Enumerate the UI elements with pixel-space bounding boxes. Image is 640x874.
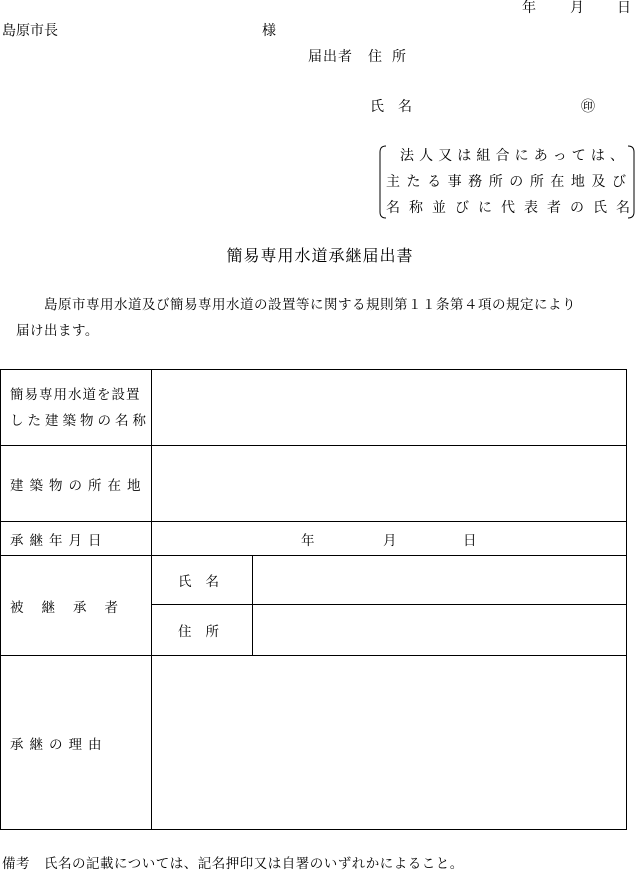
remark-note: 備考 氏名の記載については、記名押印又は自署のいずれかによること。 — [2, 856, 464, 872]
succession-form-table — [0, 369, 627, 830]
submission-date — [0, 1, 632, 15]
corporate-note-line-1: 法人又は組合にあっては、 — [400, 148, 624, 164]
table-row — [1, 556, 627, 605]
notifier-label: 届出者 — [308, 49, 353, 65]
building-name-field[interactable] — [152, 370, 627, 446]
corporate-note — [378, 144, 636, 220]
table-row — [1, 522, 627, 556]
predecessor-label: 被継承者 — [1, 556, 152, 656]
succession-date-field[interactable] — [152, 522, 627, 556]
predecessor-address-field[interactable] — [253, 605, 627, 656]
reason-label: 承継の理由 — [1, 656, 152, 830]
predecessor-name-label: 氏名 — [152, 556, 253, 605]
reason-field[interactable] — [152, 656, 627, 830]
addressee: 島原市長 — [2, 23, 58, 39]
corporate-note-line-3: 名称並びに代表者の氏名 — [386, 200, 630, 216]
document-title: 簡易専用水道承継届出書 — [226, 246, 414, 265]
notifier-name-label: 氏名 — [370, 99, 426, 115]
corporate-note-line-2: 主たる事務所の所在地及び — [386, 174, 626, 190]
date-year-label: 年 — [301, 532, 315, 549]
building-location-field[interactable] — [152, 446, 627, 522]
table-row — [1, 656, 627, 830]
table-row — [1, 446, 627, 522]
day-label: 日 — [617, 0, 631, 16]
month-label: 月 — [570, 0, 584, 16]
date-month-label: 月 — [383, 532, 397, 549]
date-day-label: 日 — [463, 532, 477, 549]
body-text-line-2: 届け出ます。 — [16, 323, 99, 339]
building-name-label-line-2: した建築物の名称 — [10, 412, 150, 429]
year-label: 年 — [522, 0, 536, 16]
table-row — [1, 370, 627, 446]
succession-date-label: 承継年月日 — [1, 522, 152, 556]
seal-mark-icon: ㊞ — [581, 99, 595, 115]
notifier-address-label: 住所 — [368, 49, 416, 65]
building-name-label-line-1: 簡易専用水道を設置 — [10, 386, 141, 403]
body-text-line-1: 島原市専用水道及び簡易専用水道の設置等に関する規則第１１条第４項の規定により — [44, 297, 576, 313]
building-location-label: 建築物の所在地 — [1, 446, 152, 522]
predecessor-name-field[interactable] — [253, 556, 627, 605]
building-name-label — [1, 370, 152, 446]
predecessor-address-label: 住所 — [152, 605, 253, 656]
honorific: 様 — [262, 23, 276, 39]
